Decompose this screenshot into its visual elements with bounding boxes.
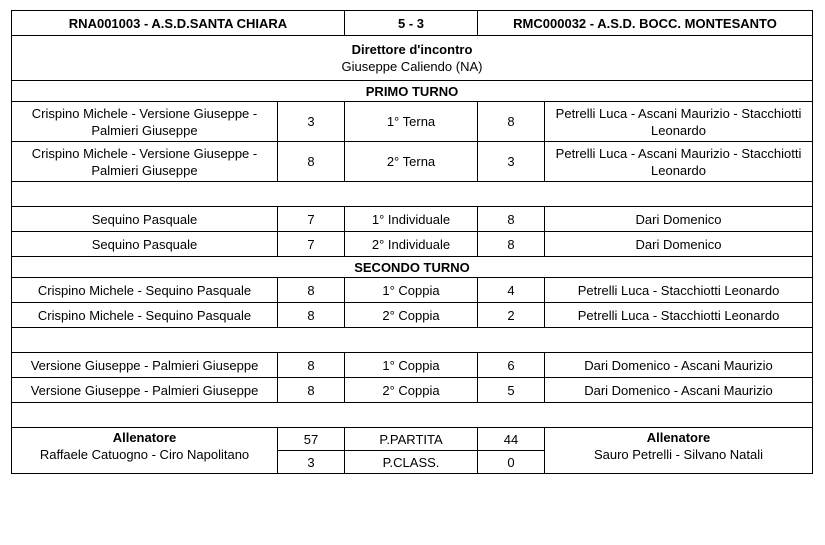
home-coach-label: Allenatore: [112, 429, 177, 445]
game-label: 2° Coppia: [345, 303, 478, 328]
home-players: Crispino Michele - Versione Giuseppe - Palmieri Giuseppe: [12, 142, 278, 182]
home-coach-names: Raffaele Catuogno - Ciro Napolitano: [39, 446, 250, 462]
away-score: 4: [478, 278, 545, 303]
spacer-row: [12, 182, 813, 207]
home-team-name: RNA001003 - A.S.D.SANTA CHIARA: [12, 11, 345, 36]
table-row: [12, 142, 813, 182]
home-players: Crispino Michele - Sequino Pasquale: [12, 278, 278, 303]
away-score: 8: [478, 207, 545, 232]
home-score: 8: [278, 142, 345, 182]
game-label: 2° Individuale: [345, 232, 478, 257]
director-title: Direttore d'incontro: [351, 42, 473, 57]
director-cell: [12, 36, 813, 81]
spacer-row: [12, 328, 813, 353]
home-score: 8: [278, 353, 345, 378]
away-score: 8: [478, 102, 545, 142]
header-row: [12, 11, 813, 36]
home-players: Crispino Michele - Versione Giuseppe - Palmieri Giuseppe: [12, 102, 278, 142]
match-points-label: P.PARTITA: [345, 428, 478, 451]
game-label: 2° Coppia: [345, 378, 478, 403]
spacer-cell: [12, 182, 813, 207]
table-row: [12, 278, 813, 303]
spacer-row: [12, 403, 813, 428]
match-report-table: [11, 10, 813, 474]
table-row: [12, 207, 813, 232]
game-label: 1° Coppia: [345, 353, 478, 378]
away-match-points: 44: [478, 428, 545, 451]
game-label: 2° Terna: [345, 142, 478, 182]
away-players: Petrelli Luca - Stacchiotti Leonardo: [545, 278, 813, 303]
away-players: Dari Domenico - Ascani Maurizio: [545, 353, 813, 378]
game-label: 1° Coppia: [345, 278, 478, 303]
home-players: Crispino Michele - Sequino Pasquale: [12, 303, 278, 328]
away-score: 2: [478, 303, 545, 328]
away-class-points: 0: [478, 451, 545, 474]
away-score: 5: [478, 378, 545, 403]
final-score: 5 - 3: [345, 11, 478, 36]
section-row: [12, 81, 813, 102]
table-row: [12, 378, 813, 403]
home-score: 3: [278, 102, 345, 142]
away-score: 8: [478, 232, 545, 257]
home-players: Versione Giuseppe - Palmieri Giuseppe: [12, 378, 278, 403]
away-players: Petrelli Luca - Ascani Maurizio - Stacchiotti Leonardo: [545, 102, 813, 142]
away-score: 6: [478, 353, 545, 378]
footer-row: [12, 428, 813, 451]
home-score: 8: [278, 303, 345, 328]
away-players: Petrelli Luca - Stacchiotti Leonardo: [545, 303, 813, 328]
away-players: Dari Domenico: [545, 232, 813, 257]
table-row: [12, 102, 813, 142]
away-coach-names: Sauro Petrelli - Silvano Natali: [593, 446, 764, 462]
home-players: Versione Giuseppe - Palmieri Giuseppe: [12, 353, 278, 378]
away-score: 3: [478, 142, 545, 182]
director-row: [12, 36, 813, 81]
home-players: Sequino Pasquale: [12, 207, 278, 232]
home-coach-cell: [12, 428, 278, 474]
class-points-label: P.CLASS.: [345, 451, 478, 474]
away-coach-label: Allenatore: [646, 429, 711, 445]
spacer-cell: [12, 403, 813, 428]
away-players: Dari Domenico - Ascani Maurizio: [545, 378, 813, 403]
table-row: [12, 353, 813, 378]
section-row: [12, 257, 813, 278]
spacer-cell: [12, 328, 813, 353]
table-row: [12, 303, 813, 328]
home-match-points: 57: [278, 428, 345, 451]
first-round-title: PRIMO TURNO: [12, 81, 813, 102]
table-row: [12, 232, 813, 257]
away-players: Dari Domenico: [545, 207, 813, 232]
away-players: Petrelli Luca - Ascani Maurizio - Stacchiotti Leonardo: [545, 142, 813, 182]
home-score: 7: [278, 207, 345, 232]
home-players: Sequino Pasquale: [12, 232, 278, 257]
away-coach-cell: [545, 428, 813, 474]
home-score: 7: [278, 232, 345, 257]
away-team-name: RMC000032 - A.S.D. BOCC. MONTESANTO: [478, 11, 813, 36]
home-score: 8: [278, 278, 345, 303]
director-name: Giuseppe Caliendo (NA): [341, 59, 483, 74]
second-round-title: SECONDO TURNO: [12, 257, 813, 278]
home-score: 8: [278, 378, 345, 403]
home-class-points: 3: [278, 451, 345, 474]
game-label: 1° Terna: [345, 102, 478, 142]
game-label: 1° Individuale: [345, 207, 478, 232]
